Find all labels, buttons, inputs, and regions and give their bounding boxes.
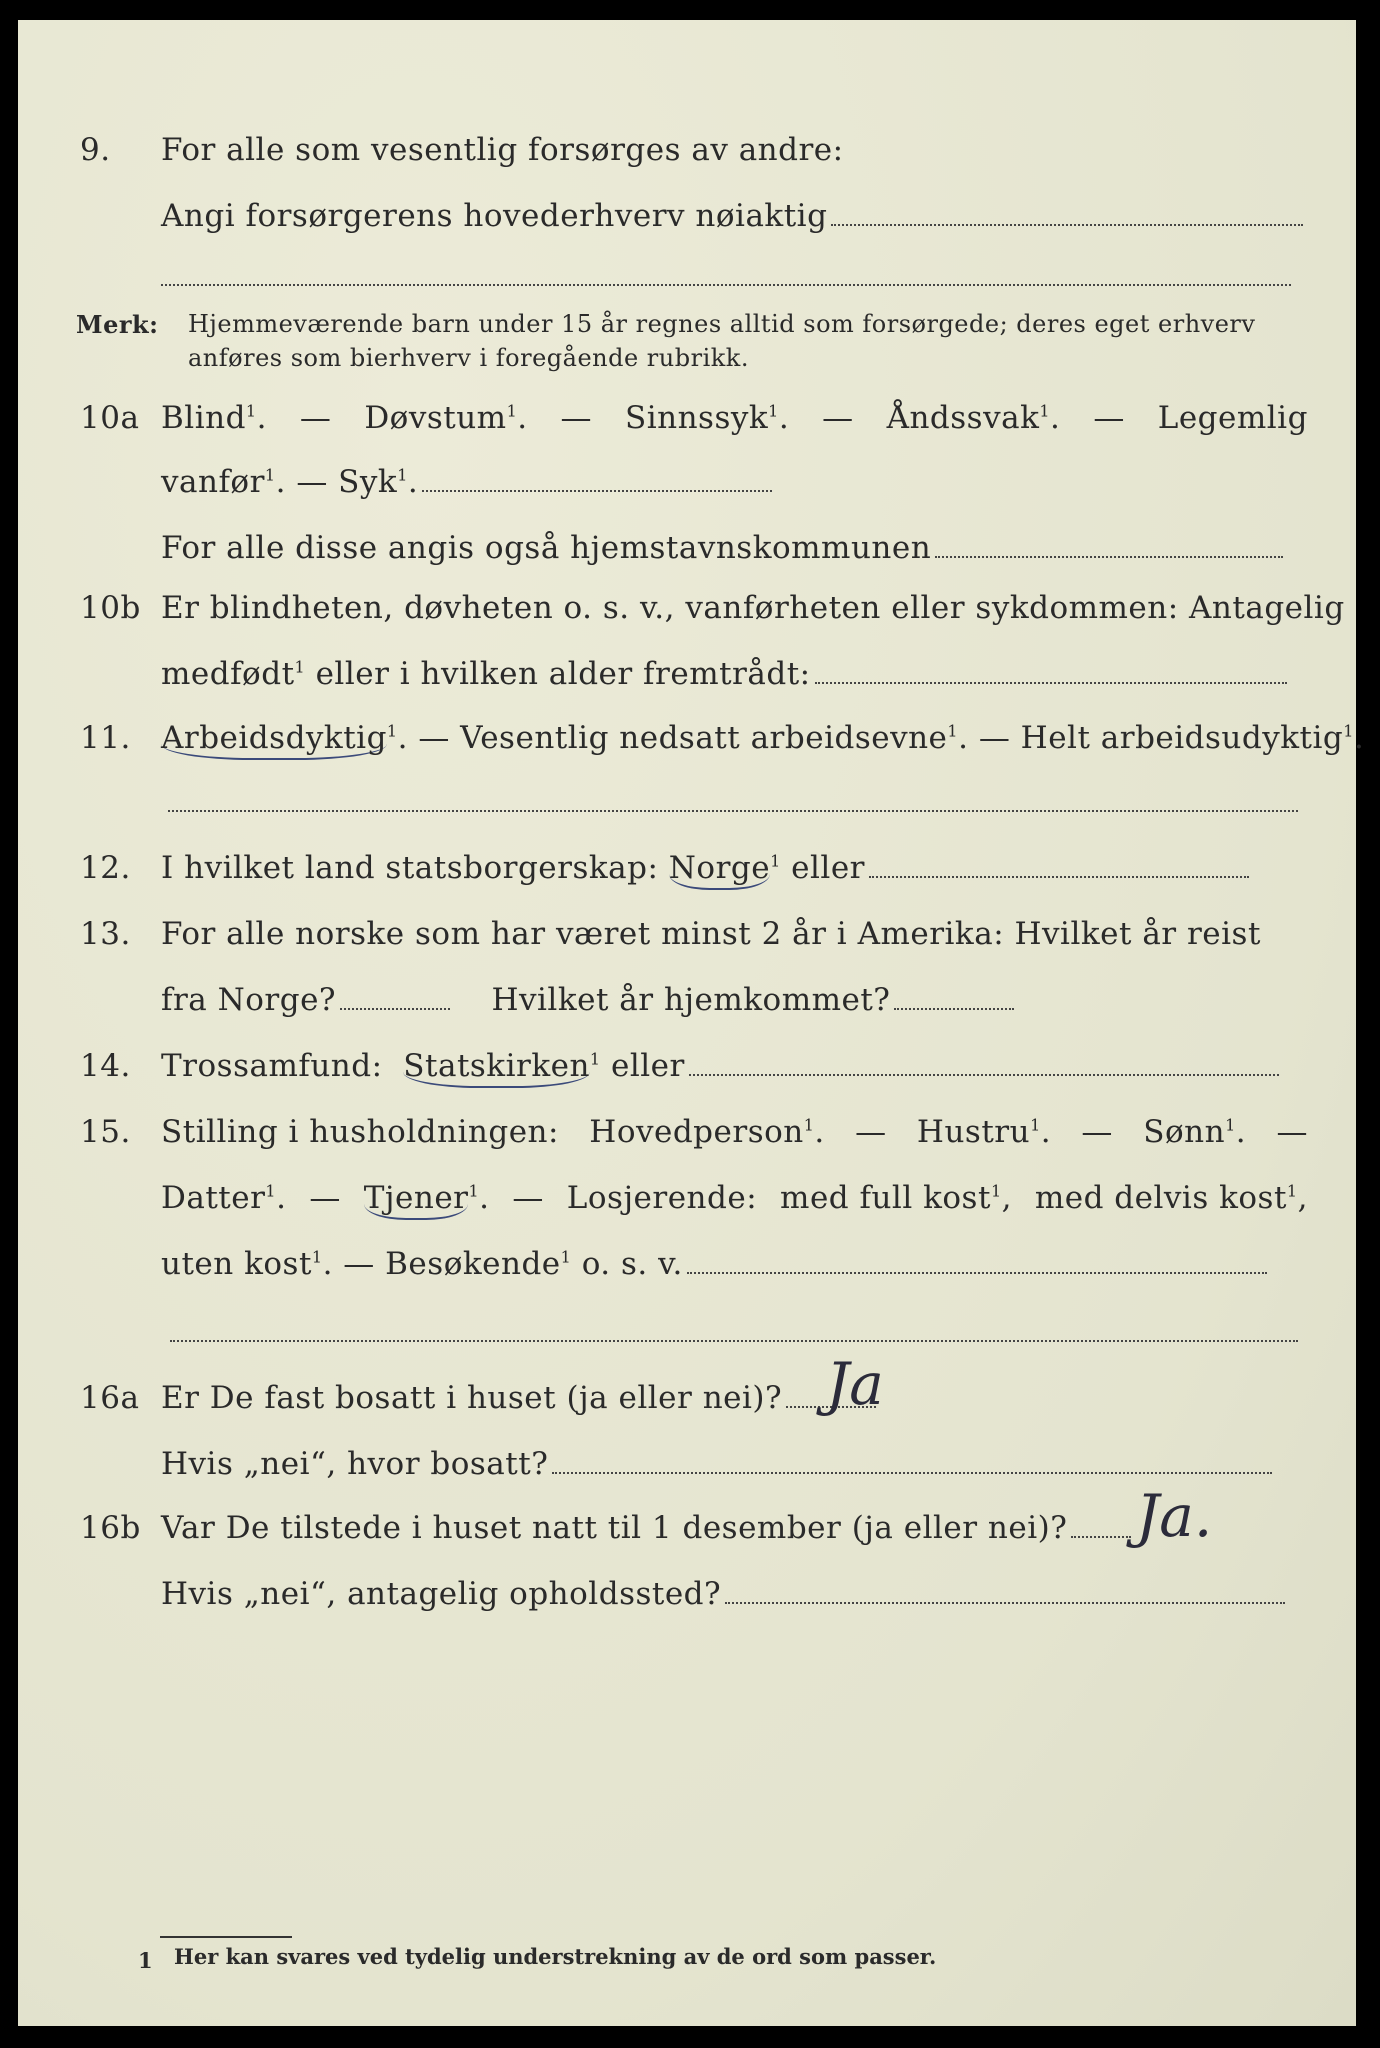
q16b-line2: Hvis „nei“, antagelig opholdssted? xyxy=(161,1576,1285,1612)
q16a-line1: Er De fast bosatt i huset (ja eller nei)? xyxy=(161,1380,876,1416)
q15-line1: Stilling i husholdningen: Hovedperson$^1$. — Hustru$^1$. — Sønn$^1$. — xyxy=(161,1114,1308,1150)
q11-selected-arbeidsdyktig: Arbeidsdyktig xyxy=(161,720,387,760)
q14-line1: Trossamfund: Statskirken$^1$ eller xyxy=(161,1048,1279,1084)
q14-number: 14. xyxy=(80,1048,131,1084)
footnote-marker: 1 xyxy=(138,1948,153,1973)
q16a-number: 16a xyxy=(80,1380,140,1416)
q10a-options: Blind$^1$. — Døvstum$^1$. — Sinnssyk$^1$. — Åndssvak$^1$. — Legemlig xyxy=(161,400,1308,436)
q9-answer-line xyxy=(161,284,1291,286)
footnote-rule xyxy=(160,1936,292,1938)
q15-selected-tjener: Tjener xyxy=(364,1180,469,1220)
q11-number: 11. xyxy=(80,720,131,756)
q15-line3: uten kost$^1$. — Besøkende$^1$ o. s. v. xyxy=(161,1246,1267,1282)
merk-label: Merk: xyxy=(76,310,159,339)
census-form-page xyxy=(18,20,1365,2026)
q12-line1: I hvilket land statsborgerskap: Norge$^1$ eller xyxy=(161,850,1249,886)
q13-line2: fra Norge? Hvilket år hjemkommet? xyxy=(161,982,1014,1018)
merk-line1: Hjemmeværende barn under 15 år regnes alltid som forsørgede; deres eget erhverv xyxy=(188,310,1256,338)
q16a-handwritten-answer: Ja xyxy=(826,1350,884,1418)
q16a-line2: Hvis „nei“, hvor bosatt? xyxy=(161,1446,1272,1482)
q14-selected-statskirken: Statskirken xyxy=(403,1048,590,1088)
footnote-text: Her kan svares ved tydelig understrekning av de ord som passer. xyxy=(174,1944,937,1969)
q15-line2: Datter$^1$. — Tjener$^1$. — Losjerende: med full kost$^1$, med delvis kost$^1$, xyxy=(161,1180,1308,1216)
q10a-line2: vanfør$^1$. — Syk$^1$. xyxy=(161,464,772,500)
q12-selected-norge: Norge xyxy=(669,850,770,890)
q9-number: 9. xyxy=(80,132,111,168)
q10a-line3: For alle disse angis også hjemstavnskommunen xyxy=(161,530,1283,566)
q10b-line1: Er blindheten, døvheten o. s. v., vanførheten eller sykdommen: Antagelig xyxy=(161,590,1345,626)
q10b-line2: medfødt$^1$ eller i hvilken alder fremtrådt: xyxy=(161,656,1287,692)
merk-line2: anføres som bierhverv i foregående rubrikk. xyxy=(188,344,749,372)
q11-answer-line xyxy=(168,810,1298,812)
q11-line1: Arbeidsdyktig$^1$. — Vesentlig nedsatt arbeidsevne$^1$. — Helt arbeidsudyktig$^1$. xyxy=(161,720,1364,756)
q15-answer-line xyxy=(170,1340,1298,1342)
q15-number: 15. xyxy=(80,1114,131,1150)
q13-number: 13. xyxy=(80,916,131,952)
q16b-handwritten-answer: Ja. xyxy=(1136,1482,1213,1550)
q9-line2: Angi forsørgerens hovederhverv nøiaktig xyxy=(161,198,1303,234)
q13-line1: For alle norske som har været minst 2 år i Amerika: Hvilket år reist xyxy=(161,916,1261,952)
q12-number: 12. xyxy=(80,850,131,886)
q16b-line1: Var De tilstede i huset natt til 1 desember (ja eller nei)? xyxy=(161,1510,1131,1546)
q16b-number: 16b xyxy=(80,1510,141,1546)
q10b-number: 10b xyxy=(80,590,141,626)
q9-line1: For alle som vesentlig forsørges av andre: xyxy=(161,132,844,168)
q10a-number: 10a xyxy=(80,400,140,436)
